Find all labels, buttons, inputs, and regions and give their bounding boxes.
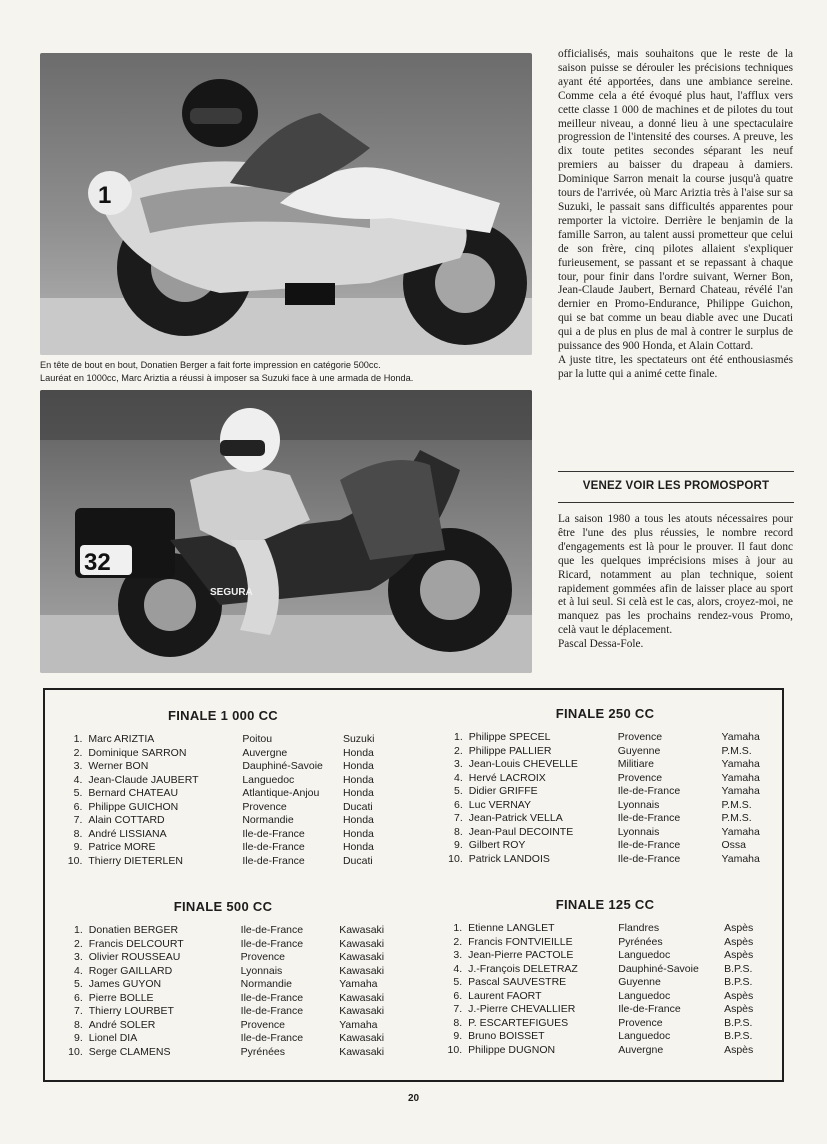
result-position: 6. bbox=[74, 991, 83, 1004]
result-region: Flandres bbox=[618, 922, 660, 934]
result-region: Languedoc bbox=[242, 773, 295, 786]
result-position: 10. bbox=[68, 1045, 83, 1058]
result-row bbox=[58, 978, 388, 992]
result-position: 8. bbox=[73, 827, 83, 840]
result-rider: Jean-Claude JAUBERT bbox=[88, 773, 199, 786]
result-region: Pyrénées bbox=[240, 1045, 286, 1058]
result-position: 7. bbox=[74, 1005, 83, 1017]
result-row bbox=[58, 828, 388, 842]
result-row bbox=[440, 839, 770, 853]
result-position: 1. bbox=[454, 731, 463, 743]
photo-bottom-motorcycle bbox=[40, 390, 532, 673]
result-position: 1. bbox=[73, 733, 83, 745]
result-make: Aspès bbox=[724, 1003, 754, 1015]
result-position: 2. bbox=[74, 937, 83, 950]
result-region: Atlantique-Anjou bbox=[242, 787, 320, 799]
finale-250-table bbox=[440, 731, 770, 866]
article-paragraph-3: La saison 1980 a tous les atouts nécessaires pour être l'une des plus réussies, le nombre record d'engagements est là pour le prouver. Il faut donc que les quelques imprécisions mises à jour au Ricard, notamment au plan technique, soient rapidement gommées afin de laisser place au sport et à lui seul. Si celà est le cas, alors, croyez-moi, ne manquez pas les prochains rendez-vous Promo, celà vaut le déplacement. bbox=[558, 513, 793, 637]
result-position: 5. bbox=[453, 976, 463, 988]
result-position: 6. bbox=[453, 989, 463, 1002]
photo-top-motorcycle bbox=[40, 53, 532, 355]
result-row bbox=[58, 1019, 388, 1033]
result-row bbox=[58, 814, 388, 828]
result-make: Ducati bbox=[342, 854, 373, 867]
result-row bbox=[440, 758, 770, 772]
result-rider: Philippe DUGNON bbox=[468, 1043, 556, 1056]
result-make: Kawasaki bbox=[339, 1045, 385, 1058]
result-row bbox=[58, 787, 388, 801]
result-row bbox=[58, 760, 388, 774]
result-make: P.M.S. bbox=[721, 744, 752, 757]
result-region: Pyrénées bbox=[618, 935, 663, 948]
result-rider: Bruno BOISSET bbox=[468, 1030, 545, 1042]
result-rider: Philippe PALLIER bbox=[468, 744, 552, 757]
result-region: Lyonnais bbox=[617, 825, 660, 838]
result-row bbox=[58, 1032, 388, 1046]
result-region: Auvergne bbox=[618, 1043, 664, 1056]
result-position: 4. bbox=[73, 773, 83, 786]
result-row bbox=[440, 976, 770, 990]
result-position: 5. bbox=[73, 787, 83, 799]
result-make: Suzuki bbox=[342, 733, 375, 745]
result-position: 3. bbox=[453, 949, 463, 961]
result-position: 10. bbox=[447, 1043, 463, 1056]
result-region: Ile-de-France bbox=[618, 1003, 681, 1015]
result-position: 2. bbox=[453, 935, 463, 948]
result-make: Aspès bbox=[724, 1043, 754, 1056]
result-row bbox=[58, 1046, 388, 1060]
result-make: B.P.S. bbox=[724, 1030, 753, 1042]
photo-bottom-fairing-text: SEGURA bbox=[210, 587, 253, 598]
result-make: B.P.S. bbox=[724, 976, 753, 988]
result-make: Yamaha bbox=[721, 825, 760, 838]
result-position: 3. bbox=[73, 760, 83, 772]
finale-500-table bbox=[58, 924, 388, 1059]
result-row bbox=[440, 799, 770, 813]
result-region: Provence bbox=[240, 1018, 286, 1031]
result-region: Dauphiné-Savoie bbox=[618, 962, 699, 975]
result-row bbox=[440, 812, 770, 826]
result-row bbox=[58, 924, 388, 938]
result-rider: Hervé LACROIX bbox=[468, 771, 546, 784]
result-row bbox=[58, 951, 388, 965]
result-row bbox=[58, 855, 388, 869]
result-row bbox=[440, 922, 770, 936]
caption-line-2: Lauréat en 1000cc, Marc Ariztia a réussi à imposer sa Suzuki face à une armada de Honda. bbox=[40, 372, 414, 383]
finale-125-table bbox=[440, 922, 770, 1057]
result-make: Honda bbox=[342, 787, 374, 799]
result-row bbox=[440, 853, 770, 867]
result-rider: Patrice MORE bbox=[88, 841, 156, 853]
result-region: Provence bbox=[240, 951, 286, 963]
result-region: Normandie bbox=[242, 814, 294, 826]
result-position: 10. bbox=[67, 854, 83, 867]
result-row bbox=[58, 965, 388, 979]
result-make: Honda bbox=[342, 841, 374, 853]
result-make: Yamaha bbox=[339, 1018, 378, 1031]
result-region: Ile-de-France bbox=[617, 785, 681, 797]
result-make: Yamaha bbox=[721, 731, 760, 743]
result-position: 2. bbox=[73, 746, 83, 759]
result-rider: Didier GRIFFE bbox=[468, 785, 538, 797]
result-region: Provence bbox=[617, 731, 663, 743]
result-rider: André LISSIANA bbox=[88, 827, 167, 840]
result-position: 2. bbox=[454, 744, 463, 757]
result-row bbox=[440, 1003, 770, 1017]
result-row bbox=[58, 747, 388, 761]
photo-top-race-number: 1 bbox=[98, 182, 112, 209]
finale-125-section bbox=[440, 897, 770, 1057]
result-position: 6. bbox=[73, 800, 83, 813]
result-rider: Jean-Paul DECOINTE bbox=[468, 825, 574, 838]
result-position: 3. bbox=[454, 758, 463, 770]
result-rider: Pierre BOLLE bbox=[88, 991, 154, 1004]
divider-top bbox=[558, 471, 794, 472]
result-make: Kawasaki bbox=[339, 1032, 385, 1044]
result-region: Poitou bbox=[242, 733, 273, 745]
result-make: P.M.S. bbox=[721, 798, 752, 811]
result-row bbox=[440, 1044, 770, 1058]
result-rider: Serge CLAMENS bbox=[88, 1045, 171, 1058]
result-make: P.M.S. bbox=[721, 812, 752, 824]
result-position: 1. bbox=[453, 922, 463, 934]
result-make: Yamaha bbox=[721, 785, 760, 797]
result-rider: Luc VERNAY bbox=[468, 798, 532, 811]
finale-500-title: FINALE 500 CC bbox=[173, 899, 273, 914]
result-make: Ducati bbox=[342, 800, 373, 813]
result-make: Kawasaki bbox=[339, 1005, 385, 1017]
article-column bbox=[558, 48, 793, 382]
result-make: Yamaha bbox=[721, 771, 760, 784]
result-rider: Patrick LANDOIS bbox=[468, 852, 550, 865]
article-paragraph-2: A juste titre, les spectateurs ont été enthousiasmés par la lutte qui a animé cette finale. bbox=[558, 353, 793, 380]
result-row bbox=[58, 1005, 388, 1019]
result-rider: Etienne LANGLET bbox=[468, 922, 555, 934]
result-row bbox=[440, 1030, 770, 1044]
result-rider: Olivier ROUSSEAU bbox=[88, 951, 181, 963]
result-rider: Thierry DIETERLEN bbox=[88, 854, 183, 867]
result-rider: J.-François DELETRAZ bbox=[468, 962, 578, 975]
result-make: Honda bbox=[342, 827, 374, 840]
result-rider: Jean-Louis CHEVELLE bbox=[468, 758, 578, 770]
result-row bbox=[440, 963, 770, 977]
result-make: Honda bbox=[342, 760, 374, 772]
result-position: 9. bbox=[454, 839, 463, 851]
result-make: Aspès bbox=[724, 989, 754, 1002]
result-position: 9. bbox=[74, 1032, 83, 1044]
result-region: Guyenne bbox=[618, 976, 661, 988]
result-position: 4. bbox=[74, 964, 83, 977]
result-rider: André SOLER bbox=[88, 1018, 156, 1031]
finale-1000-table bbox=[58, 733, 388, 868]
article-paragraph-1: officialisés, mais souhaitons que le reste de la saison puisse se dérouler les précisions techniques ayant été apportées, dans une ambiance sereine. Comme cela a été évoqué plus haut, l'afflux vers cette classe 1 000 de machines et de pilotes du tout meilleur niveau, a donné lieu à une spectaculaire progression de l'intensité des courses. A preuve, les dix toute petites secondes séparant les neuf premiers au baisser du drapeau à damiers. Dominique Sarron menait la course jusqu'à quatre tours de l'arrivée, où Marc Ariztia très à l'aise sur sa Suzuki, le passait sans difficultés apparentes pour remporter la victoire. Derrière le benjamin de la famille Sarron, au talent aussi prometteur que celui de son frère, cinq pilotes allaient s'expliquer furieusement, se passant et se repassant à chaque tour, pour finir dans l'ordre suivant, Werner Bon, Jean-Claude Jaubert, Bernard Chateau, révélé l'an dernier en Promo-Endurance, Philippe Guichon, qui se bat comme un beau diable avec une Ducati qui a de plus en plus de mal à contrer le surplus de puissance des 900 Honda, et Alain Cottard. bbox=[558, 48, 793, 353]
result-region: Languedoc bbox=[618, 989, 671, 1002]
result-position: 4. bbox=[454, 771, 463, 784]
result-rider: Francis DELCOURT bbox=[88, 937, 184, 950]
result-rider: Philippe SPECEL bbox=[468, 731, 551, 743]
result-rider: Marc ARIZTIA bbox=[88, 733, 155, 745]
result-rider: Bernard CHATEAU bbox=[88, 787, 179, 799]
result-row bbox=[58, 938, 388, 952]
result-region: Dauphiné-Savoie bbox=[242, 760, 323, 772]
result-position: 6. bbox=[454, 798, 463, 811]
result-rider: Donatien BERGER bbox=[88, 924, 179, 936]
article-column-2 bbox=[558, 513, 793, 652]
result-region: Lyonnais bbox=[240, 964, 283, 977]
photo-bottom-race-number: 32 bbox=[84, 549, 111, 576]
result-position: 8. bbox=[74, 1018, 83, 1031]
section-subheading: VENEZ VOIR LES PROMOSPORT bbox=[582, 480, 770, 492]
result-row bbox=[440, 1017, 770, 1031]
result-row bbox=[58, 733, 388, 747]
result-make: Yamaha bbox=[339, 978, 378, 990]
result-rider: P. ESCARTEFIGUES bbox=[468, 1016, 569, 1029]
result-region: Ile-de-France bbox=[242, 854, 305, 867]
result-make: Honda bbox=[342, 814, 374, 826]
result-region: Languedoc bbox=[618, 949, 671, 961]
result-region: Provence bbox=[617, 771, 663, 784]
result-region: Ile-de-France bbox=[240, 924, 304, 936]
result-region: Guyenne bbox=[617, 744, 661, 757]
finale-1000-section bbox=[58, 708, 388, 868]
result-position: 5. bbox=[74, 978, 83, 990]
result-position: 7. bbox=[73, 814, 83, 826]
result-region: Ile-de-France bbox=[240, 1005, 304, 1017]
result-row bbox=[58, 774, 388, 788]
result-row bbox=[58, 801, 388, 815]
result-make: Kawasaki bbox=[339, 951, 385, 963]
result-rider: Lionel DIA bbox=[88, 1032, 138, 1044]
result-rider: Pascal SAUVESTRE bbox=[468, 976, 567, 988]
result-row bbox=[440, 785, 770, 799]
result-make: Honda bbox=[342, 746, 374, 759]
result-position: 8. bbox=[454, 825, 463, 838]
result-make: Kawasaki bbox=[339, 964, 385, 977]
result-make: Ossa bbox=[721, 839, 747, 851]
result-row bbox=[440, 826, 770, 840]
result-region: Ile-de-France bbox=[240, 1032, 304, 1044]
result-region: Ile-de-France bbox=[242, 827, 305, 840]
result-region: Auvergne bbox=[242, 746, 288, 759]
result-position: 1. bbox=[74, 924, 83, 936]
result-make: Kawasaki bbox=[339, 937, 385, 950]
result-position: 4. bbox=[453, 962, 463, 975]
result-rider: Gilbert ROY bbox=[468, 839, 526, 851]
result-rider: Alain COTTARD bbox=[88, 814, 165, 826]
finale-250-title: FINALE 250 CC bbox=[555, 706, 655, 721]
result-rider: J.-Pierre CHEVALLIER bbox=[468, 1003, 576, 1015]
result-rider: Werner BON bbox=[88, 760, 149, 772]
result-rider: Philippe GUICHON bbox=[88, 800, 179, 813]
caption-line-1: En tête de bout en bout, Donatien Berger a fait forte impression en catégorie 500cc. bbox=[40, 360, 381, 370]
result-row bbox=[440, 990, 770, 1004]
divider-bottom bbox=[558, 502, 794, 503]
result-position: 3. bbox=[74, 951, 83, 963]
result-region: Ile-de-France bbox=[617, 852, 681, 865]
result-row bbox=[440, 936, 770, 950]
finale-1000-title: FINALE 1 000 CC bbox=[168, 708, 278, 723]
result-region: Provence bbox=[618, 1016, 663, 1029]
result-row bbox=[58, 841, 388, 855]
result-rider: James GUYON bbox=[88, 978, 162, 990]
result-make: Yamaha bbox=[721, 852, 760, 865]
result-position: 9. bbox=[73, 841, 83, 853]
finale-500-section bbox=[58, 899, 388, 1059]
result-make: B.P.S. bbox=[724, 1016, 753, 1029]
result-make: Yamaha bbox=[721, 758, 760, 770]
result-region: Ile-de-France bbox=[242, 841, 305, 853]
result-rider: Jean-Pierre PACTOLE bbox=[468, 949, 574, 961]
result-rider: Francis FONTVIEILLE bbox=[468, 935, 573, 948]
result-row bbox=[440, 745, 770, 759]
result-make: B.P.S. bbox=[724, 962, 753, 975]
result-position: 9. bbox=[453, 1030, 463, 1042]
result-make: Kawasaki bbox=[339, 991, 385, 1004]
result-rider: Thierry LOURBET bbox=[88, 1005, 174, 1017]
photo-caption bbox=[40, 359, 535, 384]
result-region: Militiare bbox=[617, 758, 654, 770]
result-rider: Roger GAILLARD bbox=[88, 964, 173, 977]
result-region: Normandie bbox=[240, 978, 293, 990]
result-region: Languedoc bbox=[618, 1030, 671, 1042]
result-region: Ile-de-France bbox=[617, 812, 681, 824]
result-region: Provence bbox=[242, 800, 287, 813]
result-make: Aspès bbox=[724, 949, 754, 961]
result-position: 7. bbox=[454, 812, 463, 824]
page-number: 20 bbox=[407, 1093, 420, 1104]
result-position: 10. bbox=[448, 852, 463, 865]
result-make: Kawasaki bbox=[339, 924, 385, 936]
result-row bbox=[58, 992, 388, 1006]
finale-125-title: FINALE 125 CC bbox=[555, 897, 655, 912]
result-region: Ile-de-France bbox=[240, 937, 304, 950]
result-region: Lyonnais bbox=[617, 798, 660, 811]
result-region: Ile-de-France bbox=[617, 839, 681, 851]
article-signature: Pascal Dessa-Fole. bbox=[558, 638, 644, 651]
result-position: 8. bbox=[453, 1016, 463, 1029]
result-make: Aspès bbox=[724, 922, 754, 934]
finale-250-section bbox=[440, 706, 770, 866]
result-row bbox=[440, 949, 770, 963]
result-rider: Jean-Patrick VELLA bbox=[468, 812, 563, 824]
result-position: 7. bbox=[453, 1003, 463, 1015]
result-make: Honda bbox=[342, 773, 374, 786]
result-region: Ile-de-France bbox=[240, 991, 304, 1004]
result-rider: Laurent FAORT bbox=[468, 989, 542, 1002]
result-position: 5. bbox=[454, 785, 463, 797]
result-make: Aspès bbox=[724, 935, 754, 948]
result-rider: Dominique SARRON bbox=[88, 746, 187, 759]
result-row bbox=[440, 772, 770, 786]
result-row bbox=[440, 731, 770, 745]
